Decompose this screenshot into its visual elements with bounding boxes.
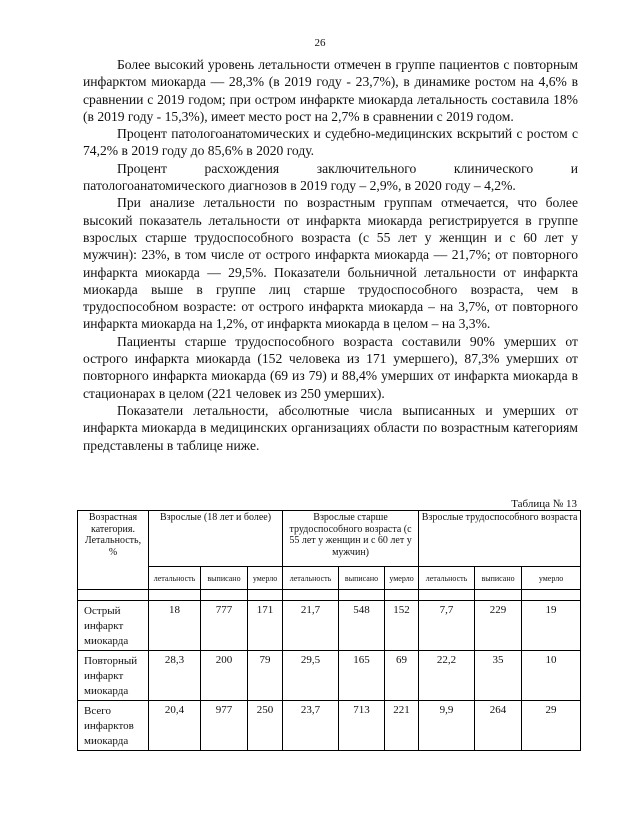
table-cell: 35 bbox=[475, 651, 522, 701]
table-cell: 264 bbox=[475, 701, 522, 751]
table-cell: 19 bbox=[522, 601, 581, 651]
subheader-mortality: летальность bbox=[283, 567, 339, 590]
table-cell: 171 bbox=[248, 601, 283, 651]
table-cell: 22,2 bbox=[419, 651, 475, 701]
paragraph: При анализе летальности по возрастным группам отмечается, что более высокий показатель летальности от инфаркта миокарда регистрируется в группе взрослых старше трудоспособного возраста (с 55 лет у женщин и с 60 лет у мужчин): 23%, в том числе от острого инфаркта миокарда — 21,7%; от повторного инфаркта миокарда — 29,5%. Показатели больничной летальности от инфаркта миокарда выше в группе лиц старше трудоспособного возраста, чем в трудоспособном возрасте: от острого инфаркта миокарда – на 3,7%, от повторного инфаркта миокарда на 1,2%, от инфаркта миокарда в целом – на 3,3%. bbox=[83, 195, 578, 332]
page-number: 26 bbox=[314, 37, 326, 49]
paragraph: Процент патологоанатомических и судебно-медицинских вскрытий с ростом с 74,2% в 2019 году до 85,6% в 2020 году. bbox=[83, 126, 578, 159]
table-cell: 713 bbox=[339, 701, 385, 751]
table-cell: 20,4 bbox=[149, 701, 201, 751]
table-cell: 250 bbox=[248, 701, 283, 751]
table-cell: 977 bbox=[201, 701, 248, 751]
mortality-table bbox=[77, 510, 581, 751]
subheader-discharged: выписано bbox=[475, 567, 522, 590]
table-caption: Таблица № 13 bbox=[511, 498, 577, 510]
table-cell: 10 bbox=[522, 651, 581, 701]
table-cell: 79 bbox=[248, 651, 283, 701]
subheader-discharged: выписано bbox=[201, 567, 248, 590]
body-text bbox=[83, 56, 578, 454]
row-label: Острый инфаркт миокарда bbox=[78, 601, 149, 651]
table-cell: 165 bbox=[339, 651, 385, 701]
table-row bbox=[78, 601, 581, 651]
paragraph: Процент расхождения заключительного клинического и патологоанатомического диагнозов в 2019 году – 2,9%, в 2020 году – 4,2%. bbox=[83, 160, 578, 194]
paragraph: Показатели летальности, абсолютные числа выписанных и умерших от инфаркта миокарда в медицинских организациях области по возрастным категориям представлены в таблице ниже. bbox=[83, 402, 578, 453]
group-header-adults: Взрослые (18 лет и более) bbox=[149, 511, 283, 567]
table-cell: 200 bbox=[201, 651, 248, 701]
subheader-died: умерло bbox=[522, 567, 581, 590]
table-cell: 29,5 bbox=[283, 651, 339, 701]
table-cell: 21,7 bbox=[283, 601, 339, 651]
table-row bbox=[78, 651, 581, 701]
subheader-died: умерло bbox=[248, 567, 283, 590]
table-cell: 221 bbox=[385, 701, 419, 751]
subheader-mortality: летальность bbox=[149, 567, 201, 590]
row-label: Повторный инфаркт миокарда bbox=[78, 651, 149, 701]
table-cell: 7,7 bbox=[419, 601, 475, 651]
subheader-mortality: летальность bbox=[419, 567, 475, 590]
table-cell: 69 bbox=[385, 651, 419, 701]
table-row bbox=[78, 701, 581, 751]
group-header-working-age: Взрослые трудоспособного возраста bbox=[419, 511, 581, 567]
table-cell: 23,7 bbox=[283, 701, 339, 751]
table-cell: 229 bbox=[475, 601, 522, 651]
paragraph: Пациенты старше трудоспособного возраста составили 90% умерших от острого инфаркта миокарда (152 человека из 171 умершего), 87,3% умерших от повторного инфаркта миокарда (69 из 79) и 88,4% умерших от инфаркта миокарда в стационарах в целом (221 человек из 250 умерших). bbox=[83, 333, 578, 401]
table-cell: 28,3 bbox=[149, 651, 201, 701]
table-cell: 548 bbox=[339, 601, 385, 651]
table-cell: 152 bbox=[385, 601, 419, 651]
table-cell: 29 bbox=[522, 701, 581, 751]
table-cell: 9,9 bbox=[419, 701, 475, 751]
subheader-discharged: выписано bbox=[339, 567, 385, 590]
table-cell: 18 bbox=[149, 601, 201, 651]
category-header: Возрастная категория. Летальность, % bbox=[78, 511, 149, 590]
spacer-row bbox=[78, 590, 581, 601]
table-cell: 777 bbox=[201, 601, 248, 651]
subheader-died: умерло bbox=[385, 567, 419, 590]
group-header-post-working-age: Взрослые старше трудоспособного возраста (с 55 лет у женщин и с 60 лет у мужчин) bbox=[283, 511, 419, 567]
row-label: Всего инфарктов миокарда bbox=[78, 701, 149, 751]
paragraph: Более высокий уровень летальности отмечен в группе пациентов с повторным инфарктом миокарда — 28,3% (в 2019 году - 23,7%), в динамике ростом на 4,6% в сравнении с 2019 годом; при остром инфаркте миокарда летальность составила 18% (в 2019 году - 15,3%), имеет место рост на 2,7% в сравнении с 2019 годом. bbox=[83, 57, 578, 124]
